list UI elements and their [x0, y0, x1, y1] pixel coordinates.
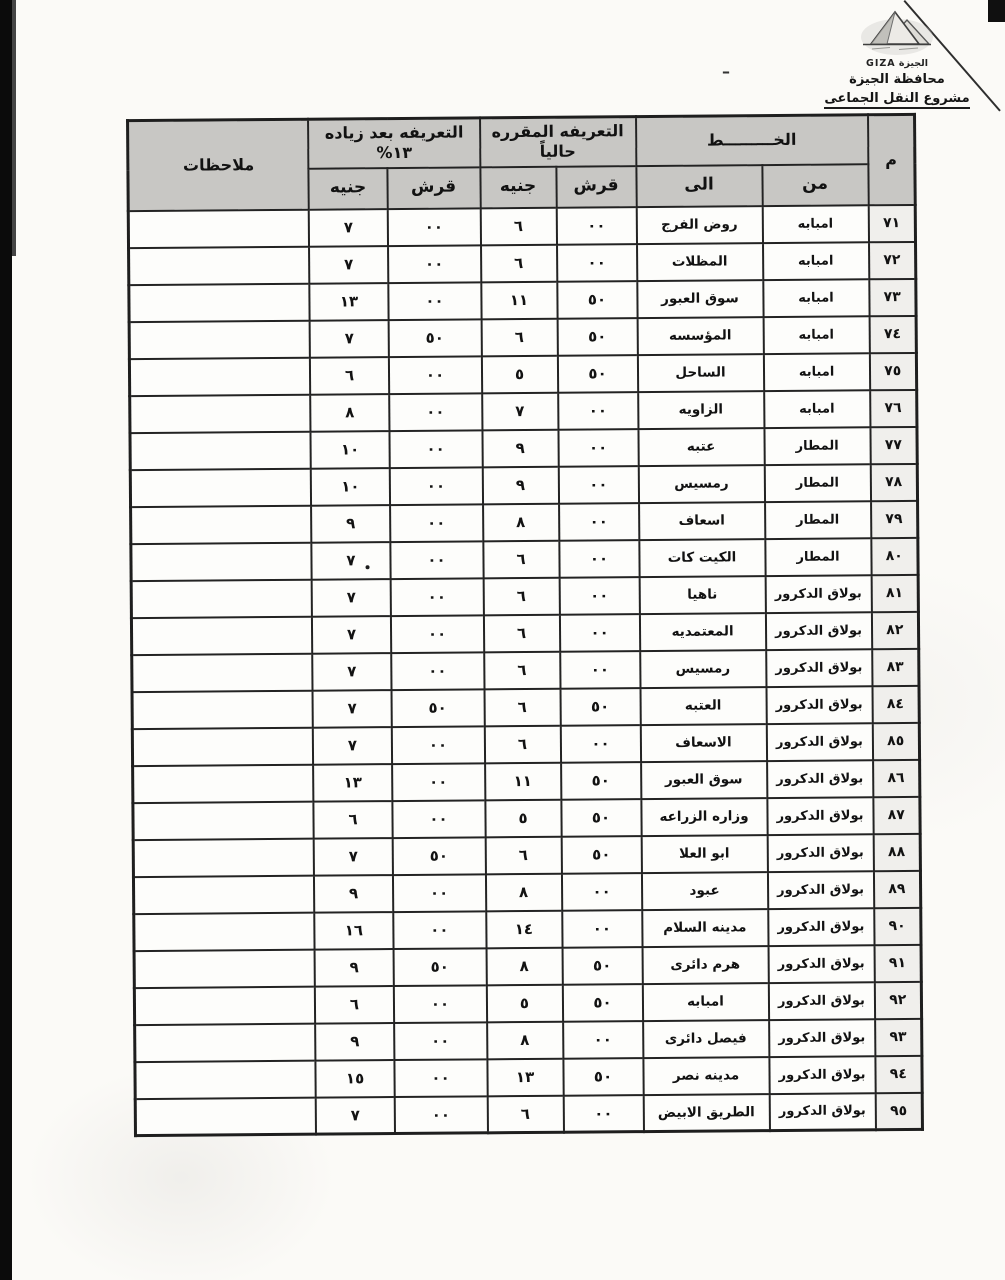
cell-current-qirsh: ٥٠ — [557, 281, 637, 319]
cell-to: العتبه — [640, 687, 766, 725]
cell-to: سوق العبور — [637, 280, 763, 318]
cell-current-geneh: ١٣ — [487, 1058, 563, 1096]
cell-current-qirsh: ٥٠ — [560, 688, 640, 726]
cell-increased-qirsh: ٥٠ — [392, 837, 485, 875]
cell-increased-qirsh: ٠٠ — [393, 911, 486, 949]
cell-serial: ٧٢ — [869, 241, 916, 278]
table-row — [130, 426, 917, 469]
cell-current-geneh: ٦ — [484, 651, 560, 689]
cell-from: بولاق الدكرور — [766, 723, 872, 761]
cell-to: ابو العلا — [641, 835, 767, 873]
giza-pyramids-logo-icon — [859, 6, 935, 56]
tariff-table-section — [129, 113, 924, 1137]
cell-increased-qirsh: ٠٠ — [392, 874, 485, 912]
header-notes: ملاحظات — [128, 119, 310, 210]
table-header — [128, 114, 916, 210]
cell-serial: ٧١ — [868, 204, 915, 241]
cell-notes — [129, 283, 310, 321]
stray-ink-dot — [366, 565, 370, 569]
cell-current-qirsh: ٠٠ — [559, 503, 639, 541]
cell-notes — [135, 1023, 316, 1061]
cell-increased-geneh: ٧ — [310, 246, 388, 284]
cell-from: امبابه — [763, 279, 869, 317]
cell-increased-geneh: ٩ — [314, 875, 392, 913]
cell-from: بولاق الدكرور — [768, 908, 874, 946]
cell-serial: ٧٧ — [870, 426, 917, 463]
cell-increased-geneh: ٦ — [314, 801, 392, 839]
cell-notes — [128, 209, 309, 247]
logo-caption: الجيزة GIZA — [866, 58, 928, 69]
cell-current-geneh: ٦ — [480, 207, 556, 245]
cell-current-geneh: ٦ — [487, 1095, 563, 1133]
cell-notes — [132, 727, 313, 765]
cell-notes — [129, 357, 310, 395]
cell-serial: ٨٦ — [873, 759, 920, 796]
cell-current-qirsh: ٥٠ — [561, 762, 641, 800]
cell-from: امبابه — [763, 353, 869, 391]
cell-current-qirsh: ٥٠ — [561, 799, 641, 837]
table-row — [134, 981, 921, 1024]
cell-to: الكيت كات — [639, 539, 765, 577]
cell-to: المظلات — [637, 243, 763, 281]
cell-current-qirsh: ٠٠ — [561, 873, 641, 911]
header-line: الخـــــــــط — [636, 115, 868, 166]
cell-increased-qirsh: ٠٠ — [388, 245, 481, 283]
table-row — [135, 1018, 922, 1061]
cell-notes — [130, 431, 311, 469]
cell-current-geneh: ٥ — [481, 355, 557, 393]
cell-notes — [131, 616, 312, 654]
cell-current-geneh: ٥ — [486, 984, 562, 1022]
cell-current-geneh: ١٤ — [486, 910, 562, 948]
cell-increased-geneh: ٨ — [311, 394, 389, 432]
tariff-table — [126, 113, 924, 1137]
cell-current-qirsh: ٠٠ — [559, 614, 639, 652]
table-row — [135, 1092, 922, 1135]
cell-from: بولاق الدكرور — [767, 834, 873, 872]
cell-increased-geneh: ١٠ — [311, 431, 389, 469]
table-row — [131, 500, 918, 543]
cell-serial: ٧٨ — [870, 463, 917, 500]
cell-from: بولاق الدكرور — [769, 1056, 875, 1094]
governorate-name: محافظة الجيزة — [849, 72, 945, 87]
cell-increased-qirsh: ٠٠ — [389, 393, 482, 431]
cell-serial: ٨٣ — [872, 648, 919, 685]
cell-current-geneh: ٦ — [483, 577, 559, 615]
cell-increased-geneh: ٧ — [309, 209, 387, 247]
cell-current-qirsh: ٠٠ — [563, 1021, 643, 1059]
cell-current-qirsh: ٠٠ — [558, 466, 638, 504]
cell-current-qirsh: ٠٠ — [563, 1095, 643, 1133]
cell-increased-geneh: ٧ — [313, 690, 391, 728]
cell-notes — [129, 320, 310, 358]
cell-current-geneh: ٨ — [487, 1021, 563, 1059]
header-increased-tariff — [309, 118, 480, 168]
header-from: من — [762, 164, 868, 206]
cell-notes — [130, 468, 311, 506]
cell-current-qirsh: ٠٠ — [559, 577, 639, 615]
cell-to: الزاويه — [638, 391, 764, 429]
cell-increased-qirsh: ٠٠ — [392, 800, 485, 838]
cell-notes — [134, 912, 315, 950]
table-row — [132, 648, 919, 691]
cell-serial: ٧٤ — [869, 315, 916, 352]
cell-serial: ٨٢ — [871, 611, 918, 648]
cell-serial: ٩٠ — [874, 907, 921, 944]
cell-current-qirsh: ٠٠ — [557, 244, 637, 282]
cell-increased-qirsh: ٠٠ — [393, 985, 486, 1023]
cell-current-qirsh: ٥٠ — [561, 836, 641, 874]
header-to: الى — [636, 165, 762, 207]
cell-increased-qirsh: ٥٠ — [393, 948, 486, 986]
table-row — [130, 463, 917, 506]
cell-to: المؤسسه — [637, 317, 763, 355]
cell-to: الساحل — [637, 354, 763, 392]
cell-current-geneh: ٦ — [485, 836, 561, 874]
cell-from: بولاق الدكرور — [769, 1093, 875, 1131]
cell-increased-geneh: ٧ — [314, 838, 392, 876]
cell-increased-qirsh: ٠٠ — [390, 541, 483, 579]
cell-increased-qirsh: ٠٠ — [394, 1059, 487, 1097]
cell-notes — [133, 875, 314, 913]
cell-from: امبابه — [764, 390, 870, 428]
cell-to: مدينه السلام — [642, 909, 768, 947]
table-row — [132, 685, 919, 728]
cell-from: المطار — [764, 464, 870, 502]
cell-increased-qirsh: ٠٠ — [392, 763, 485, 801]
cell-current-geneh: ٩ — [482, 429, 558, 467]
cell-current-geneh: ٨ — [483, 503, 559, 541]
cell-from: امبابه — [762, 205, 868, 243]
cell-serial: ٨١ — [871, 574, 918, 611]
cell-from: المطار — [765, 538, 871, 576]
cell-serial: ٩١ — [874, 944, 921, 981]
cell-increased-geneh: ٩ — [315, 949, 393, 987]
cell-to: الطريق الابيض — [643, 1094, 769, 1132]
cell-increased-qirsh: ٠٠ — [388, 282, 481, 320]
header-increased-qirsh: قرش — [387, 167, 480, 209]
cell-notes — [134, 986, 315, 1024]
cell-to: رمسيس — [640, 650, 766, 688]
cell-notes — [131, 542, 312, 580]
cell-notes — [135, 1097, 316, 1135]
cell-current-qirsh: ٥٠ — [562, 984, 642, 1022]
cell-to: عبود — [641, 872, 767, 910]
cell-current-geneh: ٦ — [483, 614, 559, 652]
table-row — [133, 833, 920, 876]
cell-current-qirsh: ٠٠ — [559, 540, 639, 578]
table-row — [133, 870, 920, 913]
cell-increased-geneh: ٦ — [315, 986, 393, 1024]
table-row — [131, 611, 918, 654]
cell-from: بولاق الدكرور — [768, 982, 874, 1020]
cell-increased-geneh: ٧ — [312, 616, 390, 654]
table-row — [131, 537, 918, 580]
cell-increased-geneh: ١٣ — [314, 764, 392, 802]
cell-to: هرم دائرى — [642, 946, 768, 984]
cell-notes — [129, 246, 310, 284]
cell-current-qirsh: ٠٠ — [558, 429, 638, 467]
cell-to: امبابه — [642, 983, 768, 1021]
cell-serial: ٨٧ — [873, 796, 920, 833]
cell-increased-geneh: ١٣ — [310, 283, 388, 321]
cell-serial: ٨٤ — [872, 685, 919, 722]
cell-current-geneh: ٦ — [481, 244, 557, 282]
cell-current-qirsh: ٠٠ — [560, 651, 640, 689]
header-increased-tariff-line2: ١٣% — [376, 143, 413, 163]
cell-from: امبابه — [763, 316, 869, 354]
cell-from: بولاق الدكرور — [767, 760, 873, 798]
cell-increased-qirsh: ٠٠ — [389, 467, 482, 505]
cell-to: سوق العبور — [641, 761, 767, 799]
table-row — [135, 1055, 922, 1098]
cell-serial: ٧٩ — [871, 500, 918, 537]
header-current-tariff — [480, 117, 636, 167]
cell-from: بولاق الدكرور — [767, 871, 873, 909]
cell-serial: ٧٥ — [869, 352, 916, 389]
cell-serial: ٨٩ — [873, 870, 920, 907]
cell-to: روض الفرج — [636, 206, 762, 244]
cell-current-geneh: ٨ — [485, 873, 561, 911]
cell-increased-qirsh: ٠٠ — [389, 430, 482, 468]
cell-from: بولاق الدكرور — [765, 575, 871, 613]
cell-increased-geneh: ٧ — [312, 542, 390, 580]
cell-from: المطار — [764, 427, 870, 465]
table-row — [130, 389, 917, 432]
cell-current-geneh: ٥ — [485, 799, 561, 837]
cell-from: بولاق الدكرور — [767, 797, 873, 835]
cell-to: رمسيس — [638, 465, 764, 503]
cell-increased-geneh: ٧ — [316, 1097, 394, 1135]
table-row — [133, 759, 920, 802]
cell-increased-qirsh: ٥٠ — [388, 319, 481, 357]
cell-increased-qirsh: ٥٠ — [391, 689, 484, 727]
table-body — [128, 204, 922, 1135]
cell-increased-qirsh: ٠٠ — [394, 1096, 487, 1134]
cell-increased-qirsh: ٠٠ — [388, 356, 481, 394]
cell-current-qirsh: ٠٠ — [562, 910, 642, 948]
cell-increased-geneh: ١٠ — [311, 468, 389, 506]
header-current-geneh: جنيه — [480, 166, 556, 208]
cell-current-geneh: ٦ — [481, 318, 557, 356]
cell-serial: ٩٥ — [875, 1092, 922, 1129]
cell-current-geneh: ٦ — [483, 540, 559, 578]
table-row — [129, 352, 916, 395]
header-current-qirsh: قرش — [556, 166, 636, 208]
cell-increased-geneh: ٧ — [313, 727, 391, 765]
cell-serial: ٧٦ — [870, 389, 917, 426]
cell-increased-geneh: ٧ — [313, 653, 391, 691]
cell-notes — [133, 838, 314, 876]
cell-from: بولاق الدكرور — [765, 612, 871, 650]
table-row — [132, 722, 919, 765]
scan-corner-mark — [988, 0, 1005, 22]
cell-to: مدينه نصر — [643, 1057, 769, 1095]
cell-increased-qirsh: ٠٠ — [390, 615, 483, 653]
cell-increased-geneh: ١٥ — [316, 1060, 394, 1098]
cell-increased-qirsh: ٠٠ — [394, 1022, 487, 1060]
cell-to: اسعاف — [639, 502, 765, 540]
cell-serial: ٩٤ — [875, 1055, 922, 1092]
header-current-tariff-line1: التعريفه المقرره — [491, 121, 624, 142]
cell-current-geneh: ٩ — [482, 466, 558, 504]
cell-increased-qirsh: ٠٠ — [391, 726, 484, 764]
cell-from: بولاق الدكرور — [768, 945, 874, 983]
cell-notes — [134, 949, 315, 987]
cell-current-qirsh: ٥٠ — [557, 355, 637, 393]
cell-serial: ٨٨ — [873, 833, 920, 870]
cell-increased-geneh: ٧ — [312, 579, 390, 617]
cell-current-geneh: ٦ — [484, 688, 560, 726]
cell-notes — [131, 505, 312, 543]
cell-current-geneh: ١١ — [481, 281, 557, 319]
cell-to: فيصل دائرى — [643, 1020, 769, 1058]
cell-current-qirsh: ٥٠ — [563, 1058, 643, 1096]
cell-current-geneh: ٨ — [486, 947, 562, 985]
cell-to: ناهيا — [639, 576, 765, 614]
cell-to: المعتمديه — [639, 613, 765, 651]
table-row — [129, 278, 916, 321]
cell-to: عتبه — [638, 428, 764, 466]
cell-current-qirsh: ٥٠ — [562, 947, 642, 985]
cell-current-geneh: ٧ — [482, 392, 558, 430]
table-row — [128, 204, 915, 247]
cell-increased-qirsh: ٠٠ — [391, 652, 484, 690]
cell-to: وزاره الزراعه — [641, 798, 767, 836]
cell-current-qirsh: ٠٠ — [556, 207, 636, 245]
cell-from: المطار — [765, 501, 871, 539]
project-name: مشروع النقل الجماعى — [824, 91, 969, 109]
cell-current-qirsh: ٠٠ — [558, 392, 638, 430]
scan-edge-band-left-inner — [12, 0, 16, 256]
cell-notes — [133, 764, 314, 802]
scan-edge-band-left — [0, 0, 12, 1280]
cell-notes — [135, 1060, 316, 1098]
header-increased-geneh: جنيه — [309, 168, 387, 210]
cell-serial: ٨٠ — [871, 537, 918, 574]
cell-current-geneh: ٦ — [484, 725, 560, 763]
cell-from: بولاق الدكرور — [769, 1019, 875, 1057]
table-row — [134, 944, 921, 987]
table-row — [131, 574, 918, 617]
cell-current-geneh: ١١ — [485, 762, 561, 800]
table-row — [129, 315, 916, 358]
cell-notes — [133, 801, 314, 839]
cell-increased-geneh: ٦ — [310, 357, 388, 395]
cell-serial: ٧٣ — [869, 278, 916, 315]
cell-increased-geneh: ٩ — [312, 505, 390, 543]
table-row — [133, 796, 920, 839]
cell-increased-qirsh: ٠٠ — [387, 208, 480, 246]
cell-serial: ٨٥ — [872, 722, 919, 759]
cell-notes — [132, 690, 313, 728]
cell-serial: ٩٣ — [875, 1018, 922, 1055]
cell-increased-qirsh: ٠٠ — [390, 578, 483, 616]
cell-notes — [132, 653, 313, 691]
cell-notes — [131, 579, 312, 617]
cell-increased-geneh: ٧ — [310, 320, 388, 358]
cell-from: امبابه — [763, 242, 869, 280]
letterhead — [811, 6, 983, 109]
cell-current-qirsh: ٠٠ — [560, 725, 640, 763]
cell-increased-qirsh: ٠٠ — [390, 504, 483, 542]
header-increased-tariff-line1: التعريفه بعد زياده — [324, 122, 464, 143]
header-current-tariff-line2: حالياً — [539, 141, 576, 162]
cell-current-qirsh: ٥٠ — [557, 318, 637, 356]
cell-to: الاسعاف — [640, 724, 766, 762]
cell-from: بولاق الدكرور — [766, 649, 872, 687]
table-row — [129, 241, 916, 284]
header-serial: م — [868, 114, 916, 204]
cell-notes — [130, 394, 311, 432]
table-row — [134, 907, 921, 950]
stray-dash-mark: – — [722, 62, 730, 81]
cell-increased-geneh: ٩ — [316, 1023, 394, 1061]
cell-increased-geneh: ١٦ — [315, 912, 393, 950]
cell-from: بولاق الدكرور — [766, 686, 872, 724]
cell-serial: ٩٢ — [874, 981, 921, 1018]
